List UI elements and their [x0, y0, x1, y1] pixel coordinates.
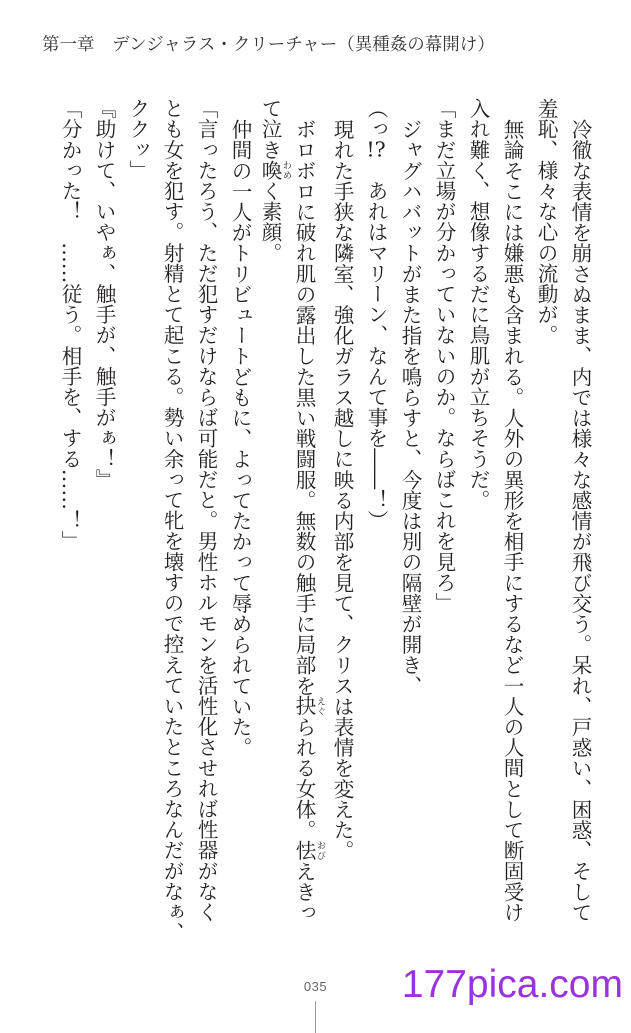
ruby-reading: おび [315, 839, 325, 861]
text-segment: えきっ [292, 860, 316, 923]
ruby-word [292, 839, 325, 861]
text-column-14: ククッ」 [126, 98, 150, 181]
ruby-reading: えぐ [315, 695, 325, 716]
ruby-word [258, 159, 291, 181]
text-segment: られる女体。 [292, 716, 316, 840]
text-column-16: 「分かった！ ……従う。相手を、する……！」 [58, 98, 82, 552]
text-segment: あれはマリーン、なんて事を――！） [364, 159, 388, 531]
text-column-13: とも女を犯す。射精とて起こる。勢い余って牝を壊すので控えていたところなんだがなぁ、 [160, 98, 184, 943]
text-column-07 [359, 98, 393, 998]
chapter-running-head: 第一章 デンジャラス・クリーチャー（異種姦の幕開け） [42, 35, 495, 55]
text-column-11: 仲間の一人がトリビュートどもに、よってたかって辱められていた。 [228, 118, 252, 758]
page-number: 035 [303, 979, 328, 994]
text-column-03: 無論そこには嫌悪も含まれる。人外の異形を相手にするなど一人の人間として断固受け [500, 118, 524, 922]
text-segment: て泣き [258, 98, 282, 160]
ruby-base: 喚 [258, 159, 282, 181]
ruby-base: 怯 [292, 839, 316, 861]
text-column-02: 羞恥、様々な心の流動が。 [534, 98, 558, 346]
text-column-12: 「言ったろう、ただ犯すだけならば可能だと。男性ホルモンを活性化させれば性器がなく [194, 98, 218, 922]
ruby-word [292, 695, 325, 717]
text-segment: （っ [364, 98, 388, 140]
text-column-10 [257, 98, 291, 998]
text-column-04: 入れ難く、想像するだに鳥肌が立ちそうだ。 [466, 98, 490, 510]
page-number-rule [315, 1001, 316, 1033]
body-text [53, 98, 597, 998]
watermark: 177pica.com [401, 963, 623, 1006]
text-column-05: 「まだ立場が分かっていないのか。ならばこれを見ろ」 [432, 98, 456, 613]
text-column-06: ジャグハバットがまた指を鳴らすと、今度は別の隔壁が開き、 [398, 118, 422, 696]
text-segment: く素顔。 [258, 180, 282, 263]
ruby-reading: わめ [281, 159, 291, 181]
text-column-01: 冷徹な表情を崩さぬまま、内では様々な感情が飛び交う。呆れ、戸惑い、困惑、そして [568, 118, 592, 922]
text-column-09 [291, 98, 325, 998]
text-column-15: 『助けて、いやぁ、触手が、触手がぁ！』 [92, 98, 116, 490]
text-segment: ボロボロに破れ肌の露出した黒い戦闘服。無数の触手に局部を [292, 118, 316, 696]
ruby-base: 抉 [292, 695, 316, 717]
tate-chu-yoko: !? [366, 139, 386, 160]
text-column-08: 現れた手狭な隣室、強化ガラス越しに映る内部を見て、クリスは表情を変えた。 [330, 118, 354, 861]
